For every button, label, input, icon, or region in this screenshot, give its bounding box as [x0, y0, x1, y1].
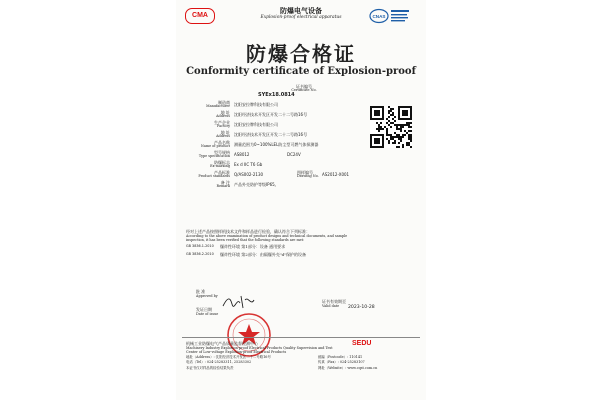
sedu-logo: SEDU: [352, 340, 372, 347]
field-label-cn: 地 址: [220, 110, 230, 115]
field-label-en: Manufacturer: [206, 104, 230, 108]
cert-no-label-cn: 证书编号: [296, 84, 312, 89]
field-label-en: Ex-marking: [210, 164, 230, 168]
issue-date-label-cn: 发证日期: [196, 307, 212, 312]
field-value: 沈阳经济技术开发区开发二十二号路16号: [234, 112, 308, 117]
standard-code: GB 3836.2-2010: [186, 252, 214, 256]
footer-org-cn: 机械工业防爆电气产品质量监督检测中心: [186, 341, 258, 346]
signature-icon: [221, 294, 257, 310]
qr-code-icon: [370, 106, 412, 148]
standard-code: GB 3836.1-2010: [186, 244, 214, 248]
field-extra-value: AS2012-X001: [322, 172, 350, 177]
footer-address: 地址（Address）: 沈阳经济技术开发区二十二号路16号: [186, 355, 271, 359]
field-label-cn: 备 注: [220, 180, 230, 185]
title-en: Conformity certificate of Explosion-proof: [186, 66, 416, 77]
footer-postcode: 邮编（Postcode）: 110141: [318, 355, 363, 359]
field-extra-label-en: Drawing No.: [297, 174, 319, 178]
field-value: 沈阳安拉牌科技有限公司: [234, 102, 278, 107]
field-value: 产品外壳防护等级IP65。: [234, 182, 279, 187]
field-label-en: Product standards: [198, 174, 230, 178]
field-label-cn: 地 址: [220, 130, 230, 135]
field-value: Q/AS002-2130: [234, 172, 264, 177]
valid-date-value: 2023-10-28: [348, 305, 375, 310]
field-label-en: Name of product: [200, 144, 230, 148]
field-label-cn: 生产企业: [214, 120, 230, 125]
cert-no-label-en: Certificate No.: [291, 88, 317, 92]
footer-note: 本证书仅对样品的检验结果负责: [186, 366, 234, 370]
field-label-en: Factory: [217, 124, 230, 128]
footer-fax: 传真（Fax）: 024-25283107: [318, 360, 365, 364]
field-value: AS8012: [234, 152, 250, 157]
valid-date-label-cn: 证书有效期至: [322, 299, 346, 304]
footer-website: 网址（Website）: www.cqst.com.cn: [318, 366, 378, 370]
cnas-text: CNAS: [372, 13, 386, 19]
field-value: 沈阳安拉牌科技有限公司: [234, 122, 278, 127]
field-value-2: DC24V: [287, 152, 301, 157]
field-value: 沈阳经济技术开发区开发二十二号路16号: [234, 132, 308, 137]
cma-logo: CMA: [185, 8, 215, 24]
approved-label-en: Approved by: [196, 294, 218, 298]
header-cn: 防爆电气设备: [280, 6, 322, 15]
cert-no-value: SYEx18.0814: [258, 92, 295, 98]
standard-desc: 爆炸性环境 第1部分：设备 通用要求: [220, 244, 286, 249]
footer-org-en-1: Machinery Industry Explosion-proof Electrical Products Quality Supervision and Test: [186, 346, 333, 350]
body-text-en-1: According to the above examination of product designs and technical documents, and sample: [186, 234, 348, 238]
body-text-cn: 经对上述产品按照样机技术文件和样品进行检验，确认符合下列标准：: [186, 229, 310, 234]
issue-date-label-en: Date of issue: [196, 312, 219, 316]
field-label-en: Remark: [216, 184, 230, 188]
field-label-en: Address: [216, 134, 230, 138]
field-value: 测量范围为0~100%LEL防尘型可燃气体探测器: [234, 142, 319, 147]
body-text-en-2: inspection, it has been verified that the following standards are met:: [186, 238, 305, 242]
footer-org-en-2: Center of Low-voltage Explosion-proof Electrical Products: [186, 350, 287, 354]
field-label-en: Address: [216, 114, 230, 118]
footer-tel: 电话（Tel）: 024-25283311, 25283302: [186, 360, 252, 364]
footer-divider: [182, 337, 420, 338]
field-label-cn: 产品名称: [214, 140, 230, 145]
field-extra-label-cn: 图样编号: [297, 170, 313, 175]
field-label-cn: 防爆标志: [214, 160, 230, 165]
field-label-cn: 制造商: [218, 100, 230, 105]
header-en: Explosion-proof electrical apparatus: [260, 15, 342, 20]
valid-date-label-en: Valid date: [322, 304, 340, 308]
field-value: Ex d IIC T6 Gb: [234, 162, 263, 167]
field-label-cn: 产品标准: [214, 170, 230, 175]
standard-desc: 爆炸性环境 第2部分：由隔爆外壳"d"保护的设备: [220, 252, 307, 257]
title-cn: 防爆合格证: [246, 42, 356, 66]
field-label-en: Type specification: [198, 154, 230, 158]
approved-label-cn: 批 准: [196, 289, 206, 294]
field-label-cn: 型号规格: [214, 150, 230, 155]
